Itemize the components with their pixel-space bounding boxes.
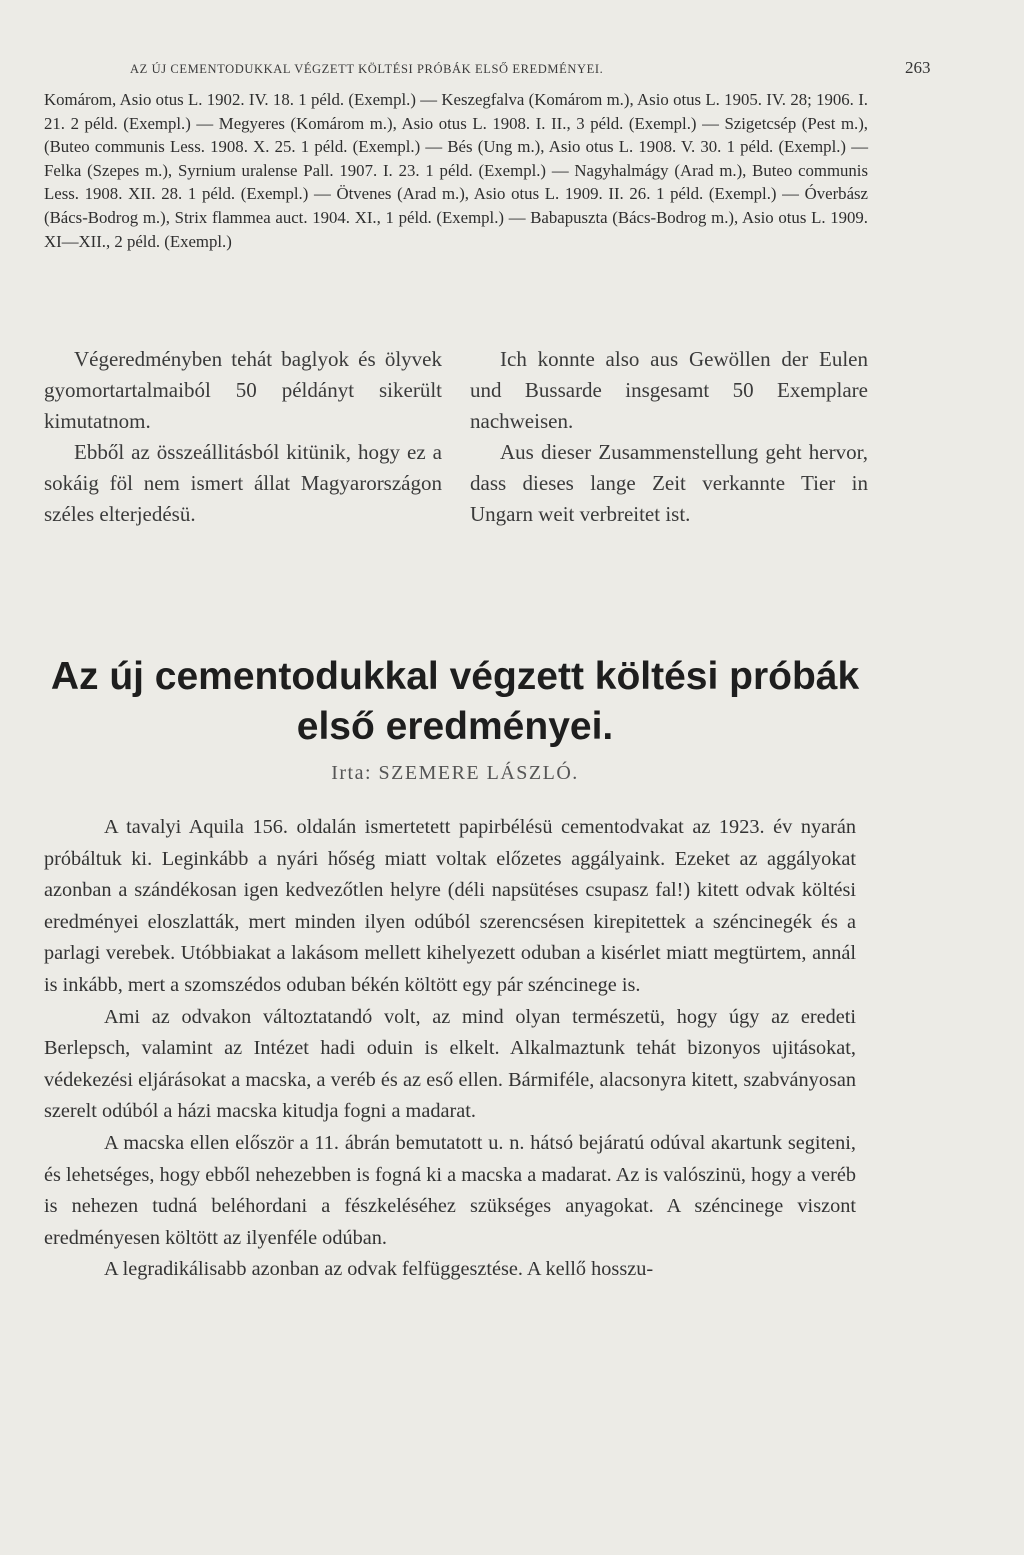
summary-hungarian xyxy=(44,344,442,530)
summary-columns xyxy=(44,344,868,530)
article-title xyxy=(30,652,880,752)
article-paragraph: A macska ellen először a 11. ábrán bemutatott u. n. hátsó bejáratú odúval akartunk segiteni, és lehetséges, hogy ebből nehezebben is fogná ki a macska a madarat. Az is valószinü, hogy a veréb is nehezen tudná beléhordani a fészkeléséhez szükséges anyagokat. A széncinege viszont eredményesen költött az ilyenféle odúban. xyxy=(44,1131,856,1249)
article-title-line: Az új cementodukkal végzett költési próbák xyxy=(50,655,860,698)
author-prefix: Irta: xyxy=(331,762,373,784)
page-number: 263 xyxy=(905,58,931,77)
summary-de-paragraph: Aus dieser Zusammenstellung geht hervor, dass dieses lange Zeit verkannte Tier in Ungarn weit verbreitet ist. xyxy=(470,440,868,526)
summary-german xyxy=(470,344,868,530)
specimen-records xyxy=(44,88,868,253)
author-name: SZEMERE LÁSZLÓ. xyxy=(378,762,579,784)
article-author xyxy=(30,762,880,785)
summary-de-paragraph: Ich konnte also aus Gewöllen der Eulen und Bussarde insgesamt 50 Exemplare nachweisen. xyxy=(470,347,868,433)
article-paragraph: A legradikálisabb azonban az odvak felfüggesztése. A kellő hosszu- xyxy=(104,1258,654,1281)
running-head: AZ ÚJ CEMENTODUKKAL VÉGZETT KÖLTÉSI PRÓBÁK ELSŐ EREDMÉNYEI. xyxy=(130,62,604,76)
article-body xyxy=(44,812,856,1286)
summary-hu-paragraph: Végeredményben tehát baglyok és ölyvek gyomortartalmaiból 50 példányt sikerült kimutatnom. xyxy=(44,347,442,433)
article-paragraph: A tavalyi Aquila 156. oldalán ismertetett papirbélésü cementodvakat az 1923. év nyarán próbáltuk ki. Leginkább a nyári hőség miatt voltak előzetes aggályaink. Ezeket az aggályokat azonban a szándékosan igen kedvezőtlen helyre (déli napsütéses csupasz fal!) kitett odvak költési eredményei eloszlatták, mert minden ilyen odúból szerencsésen kirepitettek a széncinegék és a parlagi verebek. Utóbbiakat a lakásom mellett kihelyezett oduban a kisérlet miatt megtürtem, annál is inkább, mert a szomszédos oduban békén költött egy pár széncinege is. xyxy=(44,816,856,996)
article-paragraph: Ami az odvakon változtatandó volt, az mind olyan természetü, hogy úgy az eredeti Berlepsch, valamint az Intézet hadi oduin is elkelt. Alkalmaztunk tehát bizonyos ujitásokat, védekezési eljárásokat a macska, a veréb és az eső ellen. Bármiféle, alacsonyra kitett, szabványosan szerelt odúból a házi macska kitudja fogni a madarat. xyxy=(44,1005,856,1123)
article-title-line: első eredményei. xyxy=(296,705,614,748)
records-paragraph: Komárom, Asio otus L. 1902. IV. 18. 1 péld. (Exempl.) — Keszegfalva (Komárom m.), Asio otus L. 1905. IV. 28; 1906. I. 21. 2 péld. (Exempl.) — Megyeres (Komárom m.), Asio otus L. 1908. I. II., 3 péld. (Exempl.) — Szigetcsép (Pest m.), (Buteo communis Less. 1908. X. 25. 1 péld. (Exempl.) — Bés (Ung m.), Asio otus L. 1908. V. 30. 1 péld. (Exempl.) — Felka (Szepes m.), Syrnium uralense Pall. 1907. I. 23. 1 péld. (Exempl.) — Nagyhalmágy (Arad m.), Buteo communis Less. 1908. XII. 28. 1 péld. (Exempl.) — Ötvenes (Arad m.), Asio otus L. 1909. II. 26. 1 péld. (Exempl.) — Óverbász (Bács-Bodrog m.), Strix flammea auct. 1904. XI., 1 péld. (Exempl.) — Babapuszta (Bács-Bodrog m.), Asio otus L. 1909. XI—XII., 2 péld. (Exempl.) xyxy=(44,90,868,251)
summary-hu-paragraph: Ebből az összeállitásból kitünik, hogy ez a sokáig föl nem ismert állat Magyarországon széles elterjedésü. xyxy=(44,440,442,526)
